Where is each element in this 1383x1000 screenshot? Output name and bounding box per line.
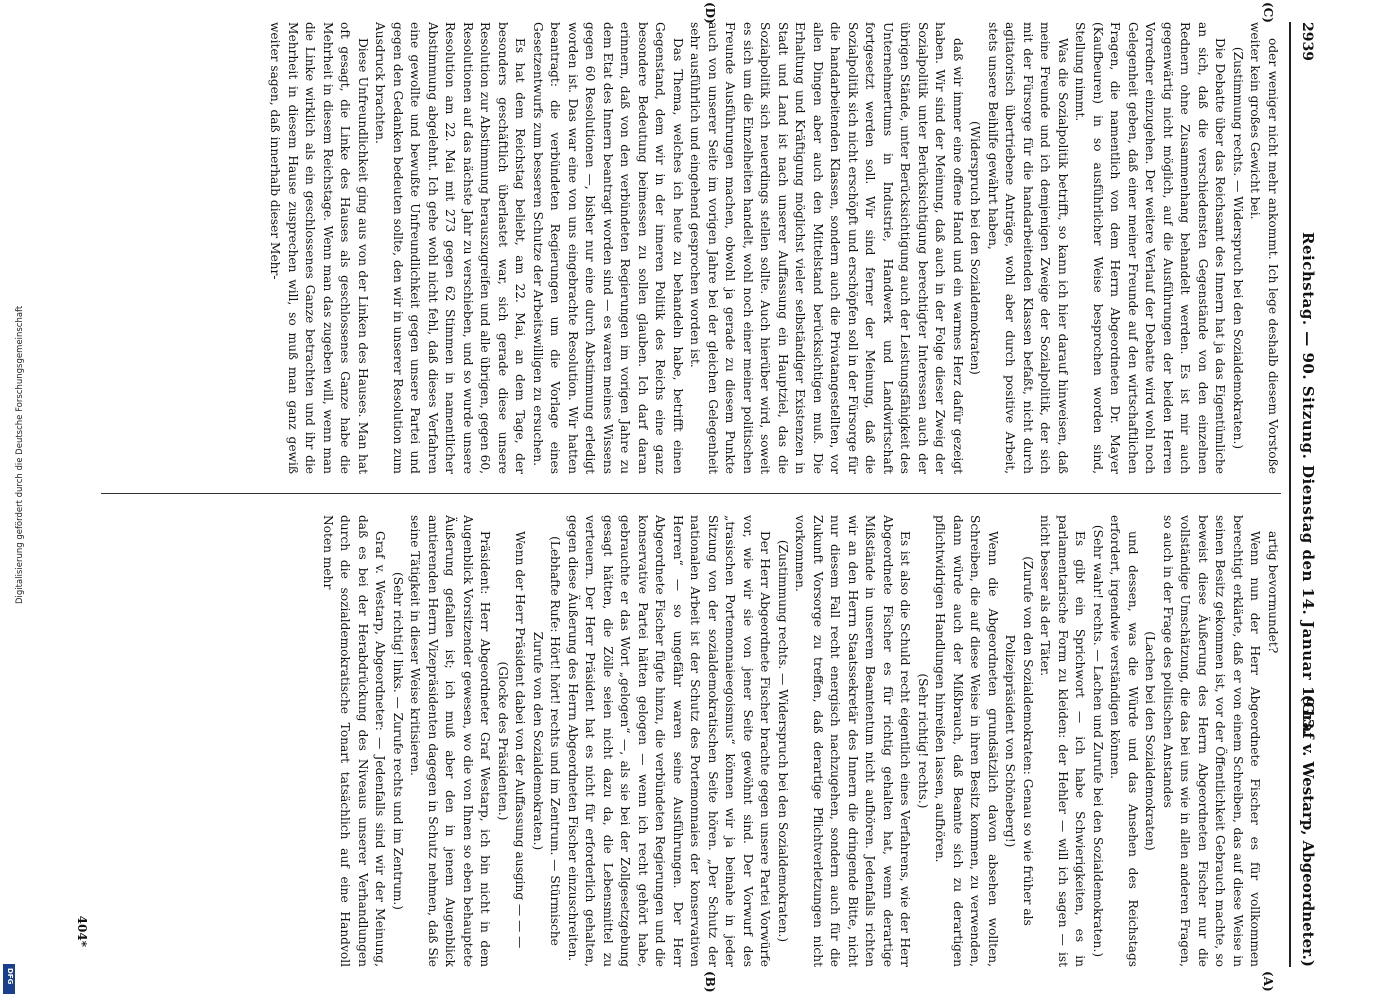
right-column-interjection: (Glocke des Präsidenten.) [496,661,510,821]
right-column-paragraph: artig bevormundet? [1266,531,1280,654]
right-column-interjection: (Sehr wahr! rechts. — Lachen und Zurufe bei den Sozialdemokraten.) [1091,524,1105,958]
right-column-paragraph: Der Herr Abgeordnete Fischer brachte gegen unsere Partei Vorwürfe vor, wie wir sie von jener Seite gewöhnt sind. Der Vorwurf des „trasischen Portemonnaieegoismus“ können wir ja beinahe in jeder Sitzung von der sozialdemokratischen Seite hören. „Der Schutz der nationalen Arbeit ist der Schutz des Portemonnaies der konservativen Herren“ — so ungefähr waren seine Ausführungen. Der Herr Abgeordnete Fischer fügte hinzu, die verbündeten Regierungen und die konservative Partei hätten gelogen — wenn ich recht gehört habe, gebrauchte er das Wort „gelogen“ —, als sie bei der Zollgesetzgebung gesagt hätten, die Zölle seien nicht dazu da, die Lebensmittel zu verteuern. Der Herr Präsident hat es nicht für erforderlich gehalten, gegen diese Äußerung des Herrn Abgeordneten Fischer einzuschreiten. [566,515,773,967]
left-column-paragraph: Was die Sozialpolitik betrifft, so kann ich hier darauf hinweisen, daß meine Freunde und ich demjenigen Zweige der Sozialpolitik, der sich mit der Fürsorge für die handarbeitenden Klassen befaßt, nicht durch agitatorisch übertriebene Anträge, wohl aber durch positive Arbeit, stets unsere Beihilfe gewährt haben, [986,22,1070,474]
right-column-interjection: (Sehr richtig! links. — Zurufe rechts und im Zentrum.) [391,571,405,911]
margin-mark-c: (A) [1261,971,1275,992]
right-column-interjection: (Zustimmung rechts. — Widerspruch bei den Sozialdemokraten.) [776,539,790,943]
column-divider [101,493,1281,494]
left-column-paragraph: oder weniger nicht mehr ankommt. Ich lege deshalb diesem Vorstoße weiter kein großes Gewicht bei. [1248,22,1280,474]
text-column-right [101,515,1281,967]
left-column-interjection: (Zustimmung rechts. — Widerspruch bei den Sozialdemokraten.) [1231,46,1245,450]
right-column-paragraph: Wenn die Abgeordneten grundsätzlich davon absehen wollten, Schreiben, die auf diese Weise in ihren Besitz kommen, zu verwenden, dann würde auch der Mißbrauch, daß Beamte sich zu derartigen pflichtwidrigen Handlungen hinreißen lassen, aufhören. [933,515,1000,967]
margin-mark-d: (B) [703,971,717,993]
session-title: Reichstag. — 90. Sitzung. Dienstag den 14. Januar 1913. [1299,232,1317,736]
page-signature: 404* [75,915,89,947]
right-column-paragraph: Wenn nun der Herr Abgeordnete Fischer es für vollkommen berechtigt erklärte, daß er von einem Schreiben, das auf diese Weise in seinen Besitz gekommen ist, vor der Öffentlichkeit Gebrauch machte, so beweist diese Äußerung des Herrn Abgeordneten Fischer nur die vollständige Umschätzung, die das bei uns wie in allen anderen Fragen, so auch in der Frage des politischen Anstandes [1161,515,1263,967]
right-column-interjection: (Lebhafte Rufe: Hört! hört! rechts und im Zentrum. — Stürmische Zurufe von den Sozialdemokraten.) [531,536,563,946]
left-column-interjection: (Widerspruch bei den Sozialdemokraten) [968,121,983,375]
credit-text: Digitalisierung gefördert durch die Deutsche Forschungsgemeinschaft [15,305,25,604]
page-content [61,2,1321,993]
right-column-paragraph: Es ist also die Schuld recht eigentlich eines Verfahrens, wie der Herr Abgeordnete Fischer es für richtig gehalten hat, wenn derartige Mißstände in unserem Beamtentum nicht aufhören. Jedenfalls richten wir an den Herrn Staatssekretär des Innern die dringende Bitte, nicht nur diesem Fall recht energisch nachzugehen, sondern auch für die Zukunft Vorsorge zu treffen, daß derartige Pflichtverletzungen nicht vorkommen. [793,515,913,967]
left-column-paragraph: Es hat dem Reichstag beliebt, am 22. Mai, an dem Tage, der besonders geschäftlich überlastet war, sich gerade diese unsere Resolution zur Abstimmung herauszugreifen und alle übrigen, gegen 60, Resolutionen auf das nächste Jahr zu verschieben, und so wurde unsere Resolution am 22. Mai mit 273 gegen 62 Stimmen in namentlicher Abstimmung abgelehnt. Ich gehe wohl nicht fehl, daß dieses Verfahren eine gewollte und bewußte Unfreundlichkeit gegen unsere Partei und gegen den Gedanken bedeuten sollte, den wir in unserer Resolution zum Ausdruck brachten. [373,22,528,474]
right-column-paragraph: Es gibt ein Sprichwort — ich habe Schwierigkeiten, es in parlamentarische Form zu kleiden: der Hehler — will ich sagen — ist nicht besser als der Täter. [1038,515,1088,967]
right-column-interjection: (Zurufe von den Sozialdemokraten: Genau so wie früher als Polizeipräsident von Schöneberg!) [1003,556,1035,926]
left-column-paragraph: daß wir immer eine offene Hand und ein warmes Herz dafür gezeigt haben. Wir sind der Meinung, daß auch in der Folge dieser Zweig der Sozialpolitik unter Berücksichtigung berechtigter Interessen auch der übrigen Stände, unter Berücksichtigung auch der Leistungsfähigkeit des Unternehmertums in Industrie, Handwerk und Landwirtschaft fortgesetzt werden soll. Wir sind ferner der Meinung, daß die Sozialpolitik sich nicht erschöpft und erschöpfen soll in der Fürsorge für die handarbeitenden Klassen, sondern auch die Privatangestellten, vor allen Dingen aber auch den Mittelstand berücksichtigen muß. Die Erhaltung und Kräftigung möglichst vieler selbständiger Existenzen in Stadt und Land ist nach unserer Auffassung ein Hauptziel, das die Sozialpolitik sich neuerdings stellen sollte. Auch hierüber wird, soweit es sich um die Einzelheiten handelt, wohl noch einer meiner politischen Freunde Ausführungen machen, obwohl ja gerade zu diesem Punkte auch von unserer Seite im vorigen Jahre bei der gleichen Gelegenheit sehr ausführlich und eingehend gesprochen worden ist. [688,22,965,474]
right-column-paragraph: Graf v. Westarp, Abgeordneter: — Jedenfalls sind wir der Meinung, daß es bei der Herabdrückung des Niveaus unserer Verhandlungen durch die sozialdemokratische Tonart tatsächlich auf eine Handvoll Noten mehr [321,515,388,967]
page-number: 2939 [1299,22,1315,61]
left-column-paragraph: Die Debatte über das Reichsamt des Innern hat ja das Eigentümliche an sich, daß die verschiedensten Gegenstände von den einzelnen Rednern ohne Zusammenhang behandelt werden. Es ist mir auch gegenwärtig nicht möglich, auf die Ausführungen der beiden Herren Vorredner einzugehen. Der weitere Verlauf der Debatte wird wohl noch Gelegenheit geben, daß einer meiner Freunde auf den wirtschaftlichen Fragen, die namentlich von dem Herrn Abgeordneten Dr. Mayer (Kaufbeuren) in so ausführlicher Weise besprochen worden sind, Stellung nimmt. [1073,22,1228,474]
right-column-interjection: (Lachen bei den Sozialdemokraten) [1143,631,1158,851]
left-column-paragraph: Diese Unfreundlichkeit ging aus von der Linken des Hauses. Man hat oft gesagt, die Linke des Hauses als geschlossenes Ganze habe die Mehrheit in diesem Reichstage. Wenn man das zugeben will, wenn man die Linke wirklich als ein geschlossenes Ganze betrachten und ihr die Mehrheit in diesem Hause zusprechen will, so muß man ganz gewiß weiter sagen, daß innerhalb dieser Mehr- [268,22,370,474]
dfg-logo-text: DFG [6,968,14,985]
header-rule [1289,22,1291,967]
running-header [1291,22,1321,967]
text-column-left [101,22,1281,474]
left-column-paragraph: Das Thema, welches ich heute zu behandeln habe, betrifft einen Gegenstand, dem wir in der inneren Politik des Reichs eine ganz besondere Bedeutung beimessen zu sollen glauben. Ich darf daran erinnern, daß von den verbündeten Regierungen im vorigen Jahre zu dem Etat des Innern beantragt worden sind — es waren meines Wissens gegen 60 Resolutionen —, bisher nur eine durch Abstimmung erledigt worden ist. Das war eine von uns eingebrachte Resolution. Wir hatten beantragt: die verbündeten Regierungen um die Vorlage eines Gesetzentwurfs zum besseren Schutze der Arbeitswilligen zu ersuchen. [531,22,685,474]
speaker-header: (Graf v. Westarp, Abgeordneter.) [1299,694,1317,967]
right-column-paragraph: Wenn der Herr Präsident dabei von der Auffassung ausging — — — [513,531,528,949]
right-column-paragraph: Präsident: Herr Abgeordneter Graf Westarp, ich bin nicht in dem Augenblick Vorsitzender gewesen, wo die von Ihnen so eben behauptete Äußerung gefallen ist; ich muß aber den in jenem Augenblick amtierenden Herrn Vizepräsidenten dagegen in Schutz nehmen, daß Sie seine Tätigkeit in dieser Weise kritisieren. [408,515,493,967]
right-column-interjection: (Sehr richtig! rechts.) [916,673,930,809]
right-column-paragraph: und dessen, was die Würde und das Ansehen des Reichstags erfordert, irgendwie verständigen können. [1108,515,1140,967]
margin-mark-a: (C) [1261,2,1275,23]
margin-mark-b: (D) [703,2,717,24]
